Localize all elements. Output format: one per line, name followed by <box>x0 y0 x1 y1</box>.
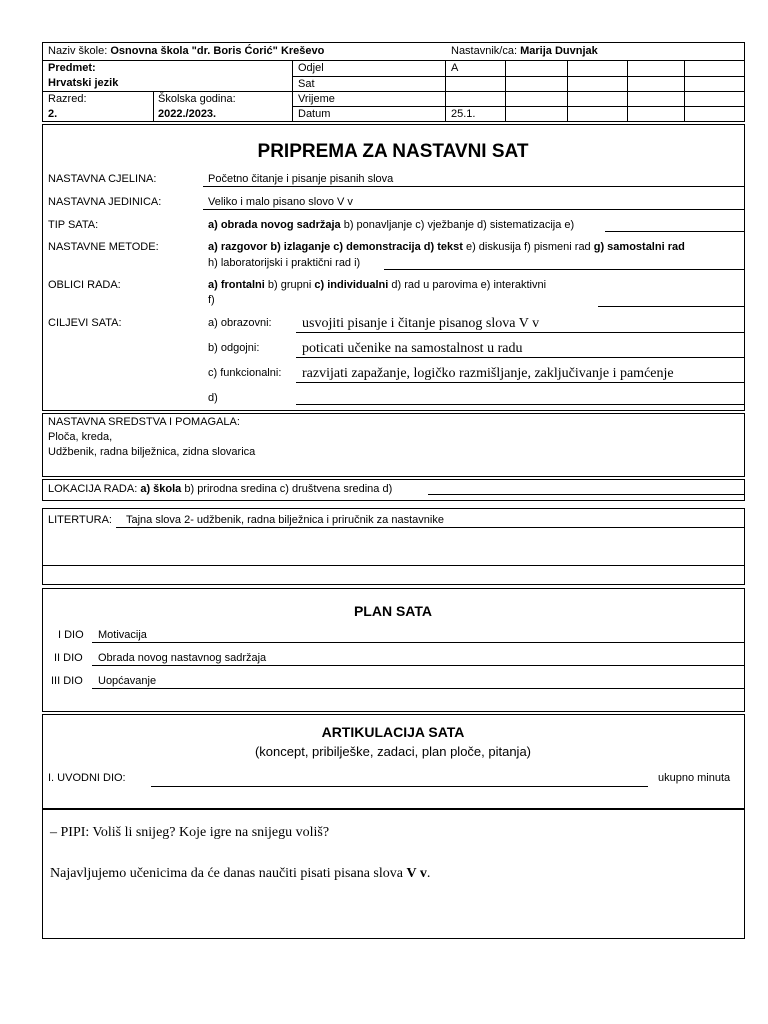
plan-row-label: III DIO <box>51 675 83 687</box>
cjelina-label: NASTAVNA CJELINA: <box>48 173 157 185</box>
school-label: Naziv škole: Osnovna škola "dr. Boris Ćorić" Kreševo <box>48 45 325 57</box>
plan-row-value: Obrada novog nastavnog sadržaja <box>98 652 267 664</box>
year-value: 2022./2023. <box>158 108 217 120</box>
time-label: Vrijeme <box>298 93 335 105</box>
plan-row-label: I DIO <box>58 629 84 641</box>
plan-row-label: II DIO <box>54 652 83 664</box>
cilj-a-value: usvojiti pisanje i čitanje pisanog slova V v <box>302 316 540 331</box>
date-value: 25.1. <box>451 108 476 120</box>
oblici-label: OBLICI RADA: <box>48 279 121 291</box>
jedinica-value: Veliko i malo pisano slovo V v <box>208 196 353 208</box>
oblici-options: a) frontalni b) grupni c) individualni d) rad u parovima e) interaktivni <box>208 279 547 291</box>
ciljevi-label: CILJEVI SATA: <box>48 317 122 329</box>
artikulacija-subtitle: (koncept, pribilješke, zadaci, plan ploče, pitanja) <box>254 744 532 759</box>
note-line: Najavljujemo učenicima da će danas naučiti pisati pisana slova V v. <box>50 866 431 881</box>
literatura-value: Tajna slova 2- udžbenik, radna bilježnica i priručnik za nastavnike <box>126 514 444 526</box>
teacher-name: Marija Duvnjak <box>520 45 598 57</box>
lokacija-options: LOKACIJA RADA: a) škola b) prirodna sredina c) društvena sredina d) <box>48 483 393 495</box>
metode-line2: h) laboratorijski i praktični rad i) <box>208 257 361 269</box>
plan-row-value: Uopćavanje <box>98 675 157 687</box>
metode-label: NASTAVNE METODE: <box>48 241 159 253</box>
sredstva-line1: Ploča, kreda, <box>48 431 113 443</box>
metode-options: a) razgovor b) izlaganje c) demonstracija d) tekst e) diskusija f) pismeni rad g) samostalni rad <box>208 241 685 253</box>
subject-value: Hrvatski jezik <box>48 77 119 89</box>
lesson-label: Sat <box>298 78 315 90</box>
school-name: Osnovna škola "dr. Boris Ćorić" Kreševo <box>110 45 325 57</box>
oblici-f: f) <box>208 294 215 306</box>
subject-label: Predmet: <box>48 62 96 74</box>
uvodni-label: I. UVODNI DIO: <box>48 772 126 784</box>
teacher-label: Nastavnik/ca: Marija Duvnjak <box>451 45 598 57</box>
grade-label: Razred: <box>48 93 87 105</box>
page-title: PRIPREMA ZA NASTAVNI SAT <box>257 141 529 162</box>
literatura-label: LITERTURA: <box>48 514 112 526</box>
grade-value: 2. <box>48 108 58 120</box>
tip-label: TIP SATA: <box>48 219 99 231</box>
sredstva-label: NASTAVNA SREDSTVA I POMAGALA: <box>48 416 240 428</box>
tip-options: a) obrada novog sadržaja b) ponavljanje c) vježbanje d) sistematizacija e) <box>208 219 575 231</box>
cilj-d-label: d) <box>208 392 218 404</box>
plan-row-value: Motivacija <box>98 629 147 641</box>
dept-value: A <box>451 62 459 74</box>
cilj-c-value: razvijati zapažanje, logičko razmišljanje, zaključivanje i pamćenje <box>302 366 674 381</box>
minute-label: ukupno minuta <box>658 772 731 784</box>
note-line: – PIPI: Voliš li snijeg? Koje igre na snijegu voliš? <box>50 825 330 840</box>
sredstva-line2: Udžbenik, radna bilježnica, zidna slovarica <box>48 446 256 458</box>
year-label: Školska godina: <box>158 93 236 105</box>
plan-title: PLAN SATA <box>353 603 433 619</box>
dept-label: Odjel <box>298 62 324 74</box>
cilj-b-label: b) odgojni: <box>208 342 260 354</box>
cjelina-value: Početno čitanje i pisanje pisanih slova <box>208 173 394 185</box>
date-label: Datum <box>298 108 331 120</box>
cilj-b-value: poticati učenike na samostalnost u radu <box>302 341 523 356</box>
jedinica-label: NASTAVNA JEDINICA: <box>48 196 162 208</box>
cilj-c-label: c) funkcionalni: <box>208 367 282 379</box>
artikulacija-title: ARTIKULACIJA SATA <box>321 724 465 740</box>
cilj-a-label: a) obrazovni: <box>208 317 272 329</box>
